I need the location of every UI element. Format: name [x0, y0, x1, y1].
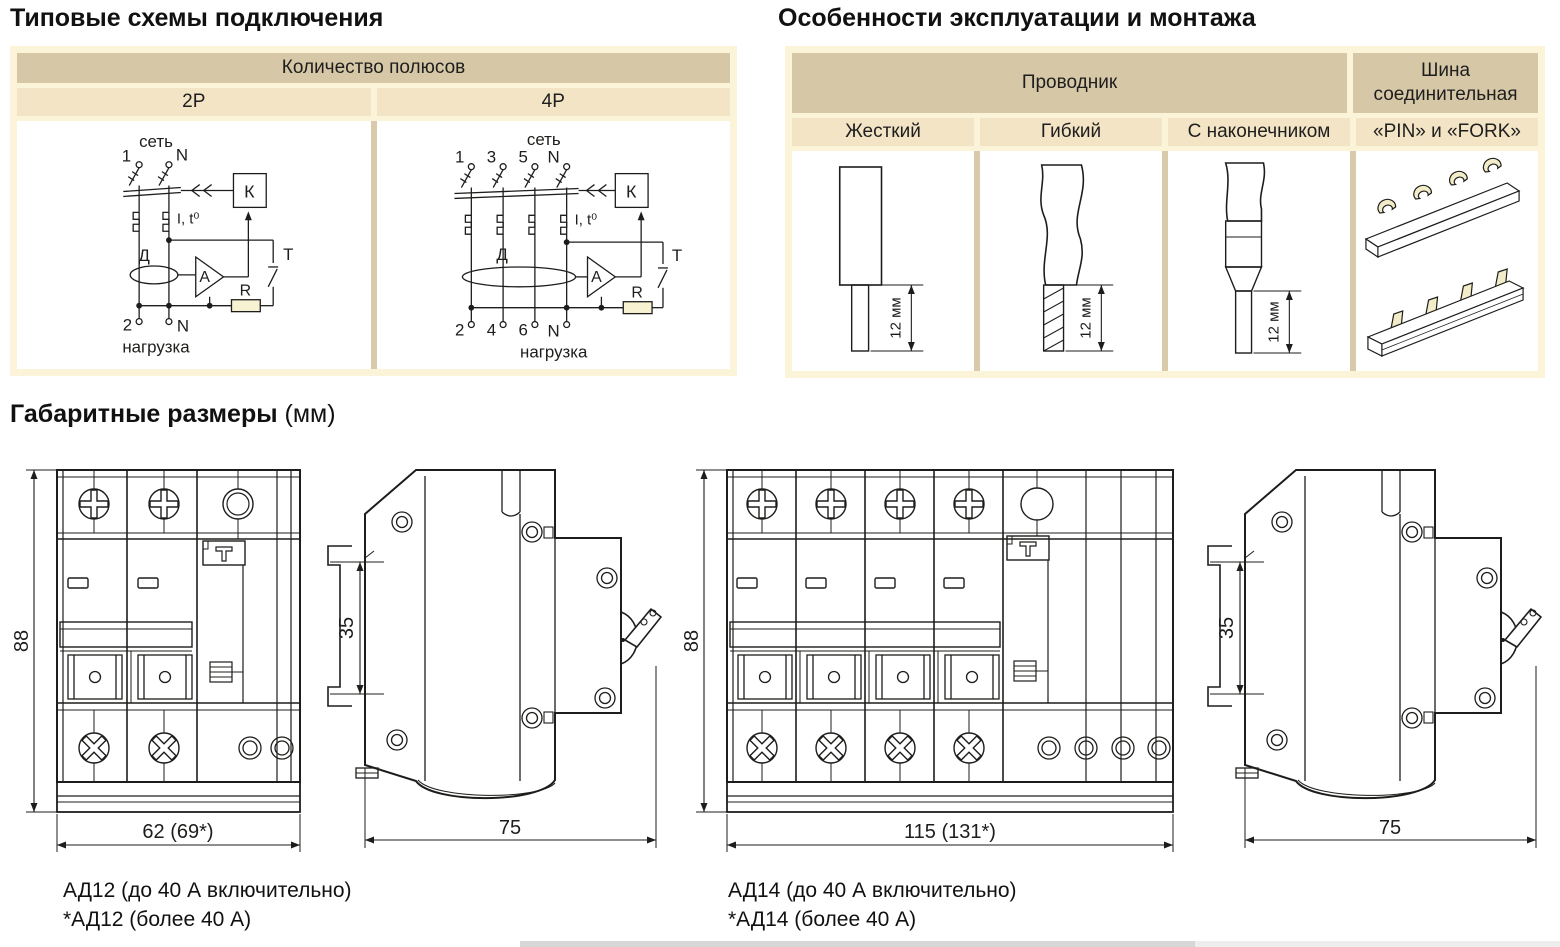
ad12-height-dim: 88 [11, 629, 33, 653]
dimensions-section-title [10, 400, 336, 429]
col-4p: 4P [377, 88, 731, 116]
load-label: нагрузка [122, 337, 190, 357]
contactor-label: К [625, 181, 636, 202]
terminal-6-label: 6 [518, 320, 528, 340]
terminal-1-label: 1 [121, 146, 132, 166]
contactor-label: К [244, 181, 255, 202]
schematic-2p [17, 121, 371, 369]
bus-cell [1356, 151, 1538, 371]
terminal-n-bottom-label: N [547, 321, 560, 341]
connection-section-title: Типовые схемы подключения [10, 4, 384, 32]
ad12-side-body [328, 470, 661, 798]
ad14-caption-line2: *АД14 (более 40 А) [728, 908, 917, 931]
thermal-label: I, t⁰ [574, 212, 597, 229]
col-rigid: Жесткий [792, 118, 974, 146]
strip-length-label: 12 мм [887, 297, 905, 339]
terminal-1-label: 1 [454, 147, 464, 167]
ad14-caption [728, 876, 1017, 934]
amplifier-label: А [199, 268, 210, 286]
terminal-n-top-label: N [547, 147, 560, 167]
rail-dim: 35 [1216, 616, 1238, 640]
net-label: сеть [526, 129, 561, 149]
ad14-front-body [727, 470, 1173, 812]
bus-header: Шина соединительная [1353, 53, 1538, 113]
ad14-front-view [680, 450, 1185, 870]
terminal-2-label: 2 [122, 315, 133, 335]
tip-conductor-shapes [1226, 163, 1302, 353]
horizontal-scrollbar-thumb[interactable] [520, 941, 1195, 947]
col-2p: 2P [17, 88, 371, 116]
strip-length-label: 12 мм [1077, 297, 1095, 339]
flexible-conductor-drawing [980, 151, 1162, 371]
thermal-label: I, t⁰ [176, 211, 200, 228]
poles-subheader-row [17, 88, 730, 116]
test-label: Т [671, 245, 682, 265]
col-with-tip: С наконечником [1168, 118, 1350, 146]
terminal-5-label: 5 [518, 147, 528, 167]
terminal-n-bottom-label: N [176, 316, 190, 336]
resistor-label: R [630, 284, 643, 302]
transformer-label: Д [495, 244, 508, 264]
ad12-side-view [320, 450, 675, 870]
dimensions-units: (мм) [284, 400, 336, 428]
terminal-2-label: 2 [454, 320, 464, 340]
fork-bus [1366, 156, 1519, 257]
rigid-conductor-cell [792, 151, 974, 371]
ad12-front-view [10, 450, 340, 870]
poles-count-header: Количество полюсов [17, 53, 730, 83]
pin-bus [1368, 269, 1523, 356]
terminal-n-top-label: N [175, 145, 189, 165]
ad12-caption-line2: *АД12 (более 40 А) [63, 908, 252, 931]
rigid-conductor-drawing [792, 151, 974, 371]
schematic-2p-labels [122, 132, 294, 357]
schematic-4p [377, 121, 731, 369]
connection-table-header-row [17, 53, 730, 83]
transformer-label: Д [138, 245, 150, 265]
tip-conductor-drawing [1168, 151, 1350, 371]
mounting-table [785, 46, 1545, 378]
connection-diagrams-row [17, 121, 730, 369]
mounting-header-row [792, 53, 1538, 113]
flexible-conductor-cell [980, 151, 1162, 371]
pin-fork-bus-drawing [1356, 151, 1538, 371]
tip-conductor-cell [1168, 151, 1350, 371]
resistor-label: R [239, 282, 252, 300]
ad12-width-dim: 62 (69*) [142, 821, 214, 843]
terminal-4-label: 4 [486, 320, 496, 340]
ad12-front-body [57, 470, 300, 812]
schematic-4p-cell [377, 121, 731, 369]
depth-dim: 75 [1378, 817, 1402, 839]
test-label: Т [283, 244, 294, 264]
conductor-header: Проводник [792, 53, 1347, 113]
ad14-height-dim: 88 [681, 629, 703, 653]
load-label: нагрузка [519, 342, 587, 362]
terminal-3-label: 3 [486, 147, 496, 167]
ad14-side-view [1200, 450, 1555, 870]
ad12-caption-line1: АД12 (до 40 А включительно) [63, 879, 352, 902]
connection-table [10, 46, 737, 376]
ad14-width-dim: 115 (131*) [904, 821, 996, 843]
schematic-2p-cell [17, 121, 371, 369]
ad14-caption-line1: АД14 (до 40 А включительно) [728, 879, 1017, 902]
col-flexible: Гибкий [980, 118, 1162, 146]
amplifier-label: А [590, 268, 602, 286]
net-label: сеть [139, 131, 173, 151]
mounting-diagrams-row [792, 151, 1538, 371]
schematic-2p-wiring [123, 161, 278, 324]
depth-dim: 75 [498, 817, 522, 839]
dimensions-title-text: Габаритные размеры [10, 400, 278, 428]
rail-dim: 35 [336, 616, 358, 640]
col-pin-fork: «PIN» и «FORK» [1356, 118, 1538, 146]
ad14-side-body [1208, 470, 1541, 798]
strip-length-label: 12 мм [1265, 301, 1283, 343]
mounting-section-title: Особенности эксплуатации и монтажа [778, 4, 1256, 32]
ad12-dimension-lines [26, 470, 300, 852]
ad12-caption [63, 876, 352, 934]
mounting-subheader-row [792, 118, 1538, 146]
rigid-conductor-shapes [840, 167, 924, 351]
